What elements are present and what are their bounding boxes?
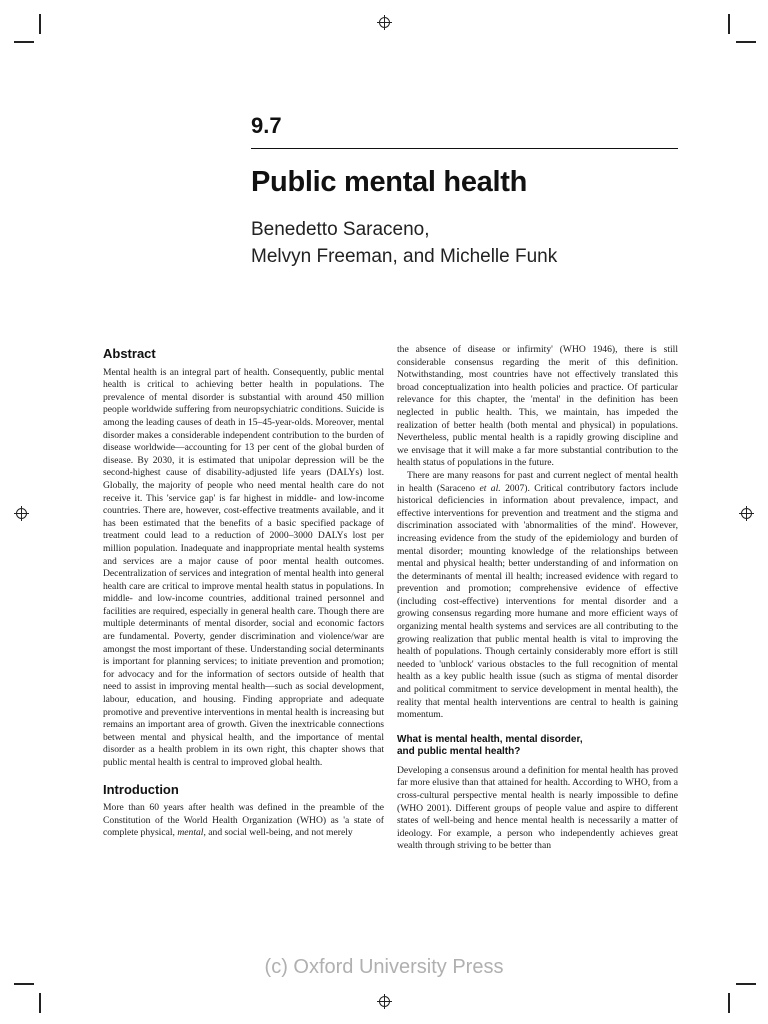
intro-p2-part-a: There are many reasons for past and current neglect of mental health in health (Saraceno: [397, 469, 678, 494]
abstract-text: Mental health is an integral part of health. Consequently, public mental health is critical to achieving better health in populations. The prevalence of mental disorder is substantial with around 450 million people worldwide suffering from neuropsychiatric conditions. Suicide is among the leading causes of death in 15–45-year-olds. Moreover, mental disorder makes a considerable independent contribution to the burden of disease worldwide—accounting for 13 per cent of the global burden of disease. By 2030, it is estimated that unipolar depression will be the second-highest cause of disability-adjusted life years (DALYs) lost. Globally, the majority of people who need mental health care do not receive it. This 'service gap' is far highest in middle- and low-income countries. There are, however, cost-effective treatments available, and it has been estimated that the benefits of a basic specified package of treatment could lead to a reduction of 2000–3000 DALYs lost per million population. Inadequate and inappropriate mental health systems and services are a major cause of poor mental health outcomes. Decentralization of services and integration of mental health into general health care are critical to improve mental health status in populations. In middle- and low-income countries, additional trained personnel and facilities are required, especially in general health care. Though there are multiple determinants of mental disorder, social and economic factors are fundamental. Poverty, gender discrimination and violence/war are amongst the most important of these. Understanding social determinants is important for planning services; to initiate prevention and promotion; for advocacy and for the information of sectors outside of health that need to assist in improving mental health—such as social development, labour, education, and housing. Finding appropriate and adequate promotive and preventive interventions in mental health is increasing but remains an important area of growth. Given the inextricable connections between mental and physical health, and the importance of mental disorder as a health problem in its own right, this chapter shows that public mental health is central to improved global health.: [103, 366, 384, 768]
crop-mark-bottom-left-h: [14, 983, 34, 985]
section-heading-line-2: and public mental health?: [397, 746, 521, 758]
intro-p1-emphasis: mental: [177, 827, 204, 839]
registration-mark-bottom: [379, 996, 390, 1007]
copyright-watermark: (c) Oxford University Press: [264, 956, 504, 978]
chapter-authors: [251, 216, 557, 270]
crop-mark-top-right-v: [728, 14, 730, 34]
crop-mark-bottom-right-h: [736, 983, 756, 985]
authors-line-1: Benedetto Saraceno,: [251, 219, 430, 240]
intro-p1-part-b: , and social well-being, and not merely: [203, 827, 353, 839]
crop-mark-bottom-right-v: [728, 993, 730, 1013]
registration-mark-right: [741, 508, 752, 519]
chapter-number: 9.7: [251, 113, 282, 138]
intro-p1-part-a: More than 60 years after health was defined in the preamble of the Constitution of the World Health Organization (WHO) as 'a state of complete physical,: [103, 802, 384, 839]
registration-mark-top: [379, 17, 390, 28]
introduction-heading: Introduction: [103, 781, 179, 797]
section-heading-line-1: What is mental health, mental disorder,: [397, 733, 583, 745]
section-what-is-text: Developing a consensus around a definition for mental health has proved far more elusive than that attained for health. According to WHO, from a cross-cultural perspective mental health is nearly impossible to define (WHO 2001). Different groups of people value and aspire to different states of well-being and hence mental health is necessarily a matter of ideology. For example, a person who independently achieves great wealth through striving to be better than: [397, 764, 678, 852]
intro-p2-part-b: 2007). Critical contributory factors include historical deficiencies in information about prevalence, impact, and effective interventions for prevention and treatment and the stigma and discrimination associated with 'abnormalities of the mind'. However, increasing evidence from the study of the epidemiology and burden of mental disorder; mounting knowledge of the relationships between mental and physical health; better understanding of and information on the determinants of mental ill health; increased evidence with regard to prevention and promotion; comprehensive evidence of effective (including cost-effective) interventions for mental disorder and a growing consensus regarding more humane and more efficient ways of organizing mental health systems and services are all contributing to the growing realization that public mental health is vital to improving the health of populations. Though certainly considerably more effort is still needed to 'unblock' various obstacles to the full recognition of mental health as a key public health issue (such as stigma of mental disorder and political commitment to service development in mental health), the reality that mental health interventions are central to health is gaining momentum.: [397, 482, 679, 721]
authors-line-2: Melvyn Freeman, and Michelle Funk: [251, 246, 558, 267]
chapter-rule: [251, 148, 678, 149]
abstract-heading: Abstract: [103, 346, 156, 361]
chapter-title: Public mental health: [251, 166, 527, 198]
introduction-paragraph-1: [103, 802, 384, 840]
crop-mark-top-left-v: [39, 14, 41, 34]
right-column: [397, 344, 678, 853]
introduction-paragraph-2: [397, 470, 678, 722]
left-column: [103, 344, 384, 840]
crop-mark-bottom-left-v: [39, 993, 41, 1013]
section-heading-what-is: [397, 734, 678, 759]
crop-mark-top-right-h: [736, 41, 756, 43]
intro-p2-emphasis: et al.: [479, 482, 501, 494]
registration-mark-left: [16, 508, 27, 519]
crop-mark-top-left-h: [14, 41, 34, 43]
introduction-paragraph-1-continued: the absence of disease or infirmity' (WHO 1946), there is still considerable consensus regarding the merit of this definition. Notwithstanding, most countries have not effectively translated this broad conceptualization into health policies and practice. Of particular relevance for this chapter, the 'mental' in the definition has been neglected in public health. This, we maintain, has impeded the realization of better health (both mental and physical) in populations. Nevertheless, public mental health is a rapidly growing discipline and we envisage that it will make a far more substantial contribution to the health status of populations in the future.: [397, 344, 678, 469]
